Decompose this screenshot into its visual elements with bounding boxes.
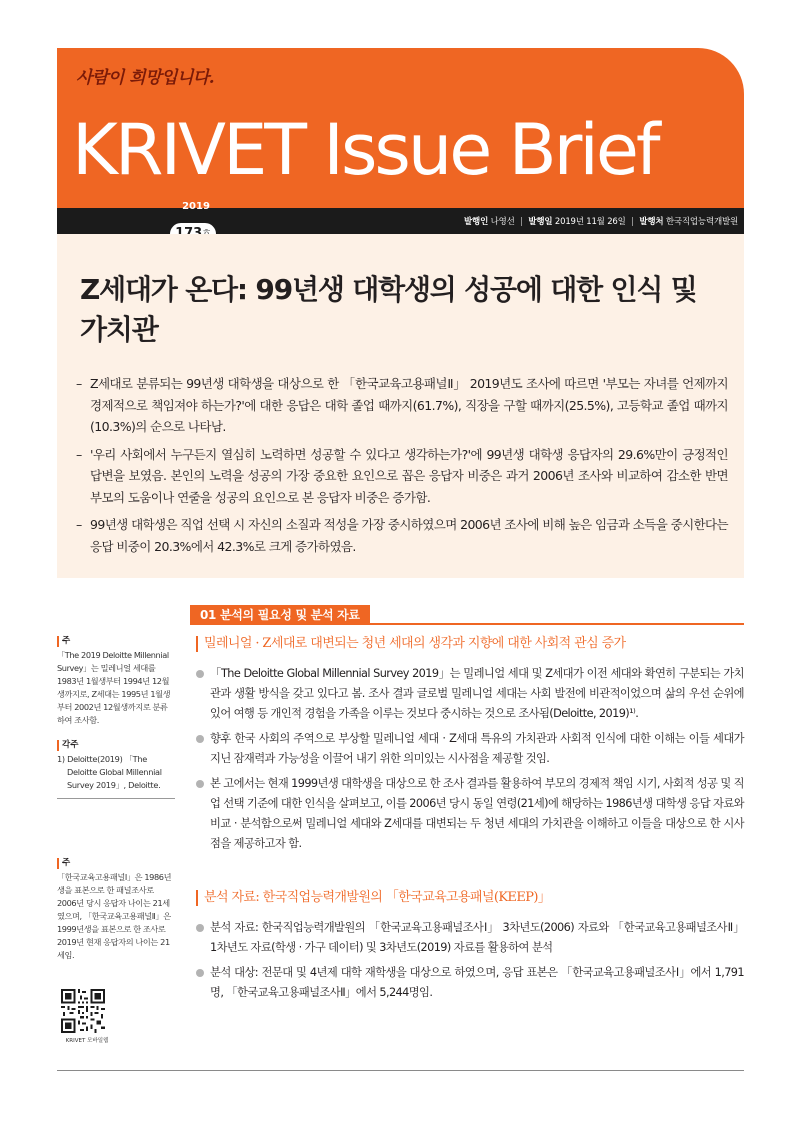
body-item xyxy=(196,664,744,724)
note-heading: 주 xyxy=(57,636,175,647)
body-text: 「The Deloitte Global Millennial Survey 2019」는 밀레니얼 세대 및 Z세대가 이전 세대와 확연히 구분되는 가치관과 생활 방식을 갖고 있다고 봄. 조사 결과 글로벌 밀레니얼 세대는 사회 발전에 비관적이었으며 삶의 우선 순위에 있어 여행 등 개인적 경험을 가족을 이루는 것보다 중시하는 것으로 조사됨(Deloitte, 2019)¹⁾. xyxy=(210,667,744,720)
summary-list xyxy=(76,373,728,563)
headline: Z세대가 온다: 99년생 대학생의 성공에 대한 인식 및 가치관 xyxy=(80,273,697,346)
body-text: 향후 한국 사회의 주역으로 부상할 밀레니얼 세대 · Z세대 특유의 가치관과 사회적 인식에 대한 이해는 이들 세대가 지닌 잠재력과 가능성을 이끌어 내기 위한 의미있는 시사점을 제공할 것임. xyxy=(210,732,744,765)
publish-date: 2019년 11월 26일 xyxy=(554,217,626,227)
bullet-icon xyxy=(196,924,204,932)
qr-code-icon[interactable] xyxy=(61,989,105,1033)
publication-info: 발행인 나영선 | 발행일 2019년 11월 26일 | 발행처 한국직업능력개발원 xyxy=(464,217,738,227)
bullet-icon xyxy=(196,780,204,788)
bullet-icon xyxy=(196,735,204,743)
qr-caption: KRIVET 모바일웹 xyxy=(65,1038,109,1044)
summary-item: – '우리 사회에서 누구든지 열심히 노력하면 성공할 수 있다고 생각하는가?'에 99년생 대학생 응답자의 29.6%만이 긍정적인 답변을 보였음. 본인의 노력을 성공의 가장 중요한 요인으로 꼽은 응답자 비중은 과거 2006년 조사와 비교하여 감소한 반면 부모의 도움이나 연줄을 성공의 요인으로 본 응답자 비중은 증가함. xyxy=(76,444,728,509)
body-text: 본 고에서는 현재 1999년생 대학생을 대상으로 한 조사 결과를 활용하여 부모의 경제적 책임 시기, 사회적 성공 및 직업 선택 기준에 대한 인식을 살펴보고, 이를 2006년 당시 동일 연령(21세)에 해당하는 1986년생 대학생 응답 자료와 비교 · 분석함으로써 밀레니얼 세대와 Z세대를 대변되는 두 청년 세대의 가치관을 이해하고 이들을 대상으로 한 시사점을 제공하고자 함. xyxy=(210,777,744,850)
slogan: 사람이 희망입니다. xyxy=(76,68,215,88)
note-text: 「The 2019 Deloitte Millennial Survey」는 밀레니얼 세대를 1983년 1월생부터 1994년 12월생까지로, Z세대는 1995년 1월생부터 2002년 12월생까지로 분류하여 조사함. xyxy=(57,650,171,725)
body-text: 분석 대상: 전문대 및 4년제 대학 재학생을 대상으로 하였으며, 응답 표본은 「한국교육고용패널조사Ⅰ」에서 1,791명, 「한국교육고용패널조사Ⅱ」에서 5,244명임. xyxy=(210,966,744,999)
summary-item: – Z세대로 분류되는 99년생 대학생을 대상으로 한 「한국교육고용패널Ⅱ」 2019년도 조사에 따르면 '부모는 자녀를 언제까지 경제적으로 책임져야 하는가?'에 대한 응답은 대학 졸업 때까지(61.7%), 직장을 구할 때까지(25.5%), 고등학교 졸업 때까지(10.3%)의 순으로 나타남. xyxy=(76,373,728,438)
section-header xyxy=(190,605,744,625)
publisher: 나영선 xyxy=(490,217,515,227)
subsection-heading: 밀레니얼 · Z세대로 대변되는 청년 세대의 생각과 지향에 대한 사회적 관심 증가 xyxy=(196,636,744,652)
date-label: 발행일 xyxy=(528,217,553,227)
body-item xyxy=(196,963,744,1003)
body-text: 분석 자료: 한국직업능력개발원의 「한국교육고용패널조사Ⅰ」 3차년도(2006) 자료와 「한국교육고용패널조사Ⅱ」 1차년도 자료(학생 · 가구 데이터) 및 3차년도(2019) 자료를 활용하여 분석 xyxy=(210,921,744,954)
publisher-org: 한국직업능력개발원 xyxy=(665,217,738,227)
body-item xyxy=(196,774,744,854)
publisher-label: 발행인 xyxy=(464,217,489,227)
body-list xyxy=(196,918,744,1008)
section-title: 01 분석의 필요성 및 분석 자료 xyxy=(190,605,370,625)
body-item xyxy=(196,729,744,769)
footnote-heading: 각주 xyxy=(57,740,175,751)
brand-title: KRIVET Issue Brief xyxy=(72,109,658,191)
bullet-icon xyxy=(196,670,204,678)
body-item xyxy=(196,918,744,958)
summary-item: – 99년생 대학생은 직업 선택 시 자신의 소질과 적성을 가장 중시하였으며 2006년 조사에 비해 높은 임금과 소득을 중시한다는 응답 비중이 20.3%에서 42.3%로 크게 증가하였음. xyxy=(76,514,728,557)
footnote-text: 1) Deloitte(2019) 「The Deloitte Global Millennial Survey 2019」, Deloitte. xyxy=(57,754,162,790)
divider xyxy=(57,798,175,799)
issue-year: 2019 xyxy=(182,201,210,212)
note-text: 「한국교육고용패널Ⅰ」은 1986년생을 표본으로 한 패널조사로 2006년 당시 응답자 나이는 21세였으며, 「한국교육고용패널Ⅱ」은 1999년생을 표본으로 한 조사로 2019년 현재 응답자의 나이는 21세임. xyxy=(57,872,172,960)
bullet-icon xyxy=(196,969,204,977)
subsection-heading: 분석 자료: 한국직업능력개발원의 「한국교육고용패널(KEEP)」 xyxy=(196,890,744,906)
note-heading: 주 xyxy=(57,858,175,869)
footer-divider xyxy=(57,1070,744,1071)
org-label: 발행처 xyxy=(639,217,664,227)
body-list xyxy=(196,664,744,859)
